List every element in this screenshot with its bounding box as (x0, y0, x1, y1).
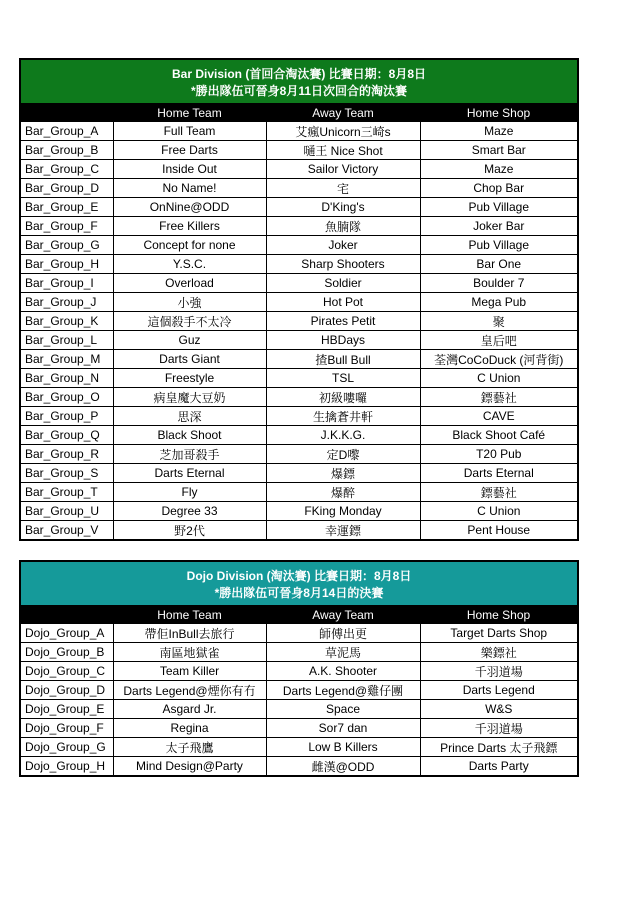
group-cell: Dojo_Group_A (21, 624, 113, 643)
away-team-cell: 雌漢@ODD (266, 757, 420, 776)
home-team-cell: Free Darts (113, 141, 266, 160)
table-row (21, 274, 577, 293)
table-row (21, 700, 577, 719)
home-team-cell: Inside Out (113, 160, 266, 179)
home-team-cell: Team Killer (113, 662, 266, 681)
group-cell: Bar_Group_G (21, 236, 113, 255)
away-team-cell: Hot Pot (266, 293, 420, 312)
away-team-cell: D'King's (266, 198, 420, 217)
bar-division-header (21, 60, 577, 104)
home-team-cell: Darts Legend@煙你有冇 (113, 681, 266, 700)
table-row (21, 681, 577, 700)
group-cell: Bar_Group_E (21, 198, 113, 217)
home-team-cell: 小強 (113, 293, 266, 312)
away-team-cell: J.K.K.G. (266, 426, 420, 445)
home-team-cell: Asgard Jr. (113, 700, 266, 719)
home-team-cell: Y.S.C. (113, 255, 266, 274)
home-shop-cell: 樂鏢社 (420, 643, 577, 662)
group-cell: Dojo_Group_D (21, 681, 113, 700)
group-cell: Bar_Group_D (21, 179, 113, 198)
table-row (21, 643, 577, 662)
away-team-cell: 生擒蒼井軒 (266, 407, 420, 426)
table-row (21, 738, 577, 757)
home-team-column-header: Home Team (113, 104, 266, 122)
home-shop-cell: Boulder 7 (420, 274, 577, 293)
home-team-cell: Overload (113, 274, 266, 293)
away-team-cell: 幸運鏢 (266, 521, 420, 540)
bar-division-title: Bar Division (首回合淘汰賽) 比賽日期：8月8日 (171, 67, 427, 81)
away-team-cell: 艾瘋Unicorn三崎s (266, 122, 420, 141)
home-team-cell: Degree 33 (113, 502, 266, 521)
home-shop-cell: Target Darts Shop (420, 624, 577, 643)
table-row (21, 217, 577, 236)
table-row (21, 757, 577, 776)
table-row (21, 122, 577, 141)
home-team-cell: 這個殺手不太冷 (113, 312, 266, 331)
home-shop-cell: Mega Pub (420, 293, 577, 312)
away-team-cell: Darts Legend@雞仔團 (266, 681, 420, 700)
away-team-cell: 揸Bull Bull (266, 350, 420, 369)
table-row (21, 407, 577, 426)
table-row (21, 662, 577, 681)
table-row (21, 255, 577, 274)
table-row (21, 445, 577, 464)
home-shop-cell: 千羽道場 (420, 719, 577, 738)
away-team-cell: Low B Killers (266, 738, 420, 757)
home-shop-cell: 鏢藝社 (420, 483, 577, 502)
away-team-cell: 初級嘍囉 (266, 388, 420, 407)
away-team-cell: TSL (266, 369, 420, 388)
home-shop-cell: Darts Legend (420, 681, 577, 700)
table-row (21, 483, 577, 502)
home-shop-cell: C Union (420, 369, 577, 388)
home-shop-cell: Pub Village (420, 198, 577, 217)
group-cell: Bar_Group_L (21, 331, 113, 350)
home-team-cell: 思深 (113, 407, 266, 426)
bar-division-block (19, 58, 579, 541)
home-team-column-header: Home Team (113, 606, 266, 624)
home-shop-cell: Black Shoot Café (420, 426, 577, 445)
table-row (21, 464, 577, 483)
group-cell: Bar_Group_N (21, 369, 113, 388)
group-cell: Dojo_Group_C (21, 662, 113, 681)
home-shop-cell: Maze (420, 160, 577, 179)
home-team-cell: Regina (113, 719, 266, 738)
home-team-cell: Guz (113, 331, 266, 350)
bar-division-table (21, 104, 577, 539)
home-shop-cell: Pent House (420, 521, 577, 540)
table-row (21, 426, 577, 445)
home-shop-cell: 聚 (420, 312, 577, 331)
dojo-division-table (21, 606, 577, 775)
group-cell: Dojo_Group_B (21, 643, 113, 662)
group-cell: Dojo_Group_F (21, 719, 113, 738)
home-shop-cell: C Union (420, 502, 577, 521)
group-cell: Bar_Group_B (21, 141, 113, 160)
table-row (21, 369, 577, 388)
table-row (21, 293, 577, 312)
away-team-cell: FKing Monday (266, 502, 420, 521)
group-cell: Bar_Group_M (21, 350, 113, 369)
away-team-cell: Soldier (266, 274, 420, 293)
bar-division-subtitle: *勝出隊伍可晉身8月11日次回合的淘汰賽 (190, 84, 408, 98)
home-team-cell: OnNine@ODD (113, 198, 266, 217)
home-shop-cell: 荃灣CoCoDuck (河背街) (420, 350, 577, 369)
table-row (21, 502, 577, 521)
away-team-cell: Sor7 dan (266, 719, 420, 738)
group-cell: Bar_Group_U (21, 502, 113, 521)
table-row (21, 179, 577, 198)
away-team-cell: 宅 (266, 179, 420, 198)
home-shop-cell: T20 Pub (420, 445, 577, 464)
home-shop-column-header: Home Shop (420, 104, 577, 122)
away-team-cell: Sailor Victory (266, 160, 420, 179)
home-team-cell: Darts Eternal (113, 464, 266, 483)
group-column-header (21, 606, 113, 624)
home-team-cell: Freestyle (113, 369, 266, 388)
table-row (21, 521, 577, 540)
home-shop-cell: Chop Bar (420, 179, 577, 198)
table-row (21, 350, 577, 369)
group-cell: Dojo_Group_H (21, 757, 113, 776)
home-team-cell: No Name! (113, 179, 266, 198)
home-shop-cell: Darts Party (420, 757, 577, 776)
home-team-cell: Fly (113, 483, 266, 502)
home-team-cell: Full Team (113, 122, 266, 141)
dojo-table-header-row (21, 606, 577, 624)
table-row (21, 331, 577, 350)
dojo-division-block (19, 560, 579, 777)
home-shop-cell: 皇后吧 (420, 331, 577, 350)
away-team-cell: 嗵王 Nice Shot (266, 141, 420, 160)
table-row (21, 236, 577, 255)
home-shop-cell: Prince Darts 太子飛鏢 (420, 738, 577, 757)
group-column-header (21, 104, 113, 122)
home-shop-cell: 鏢藝社 (420, 388, 577, 407)
away-team-cell: Space (266, 700, 420, 719)
away-team-column-header: Away Team (266, 104, 420, 122)
home-shop-cell: Darts Eternal (420, 464, 577, 483)
away-team-cell: 魚腩隊 (266, 217, 420, 236)
home-team-cell: Mind Design@Party (113, 757, 266, 776)
group-cell: Bar_Group_O (21, 388, 113, 407)
away-team-cell: 草泥馬 (266, 643, 420, 662)
home-team-cell: Darts Giant (113, 350, 266, 369)
away-team-cell: 爆醉 (266, 483, 420, 502)
home-team-cell: Free Killers (113, 217, 266, 236)
table-row (21, 719, 577, 738)
away-team-column-header: Away Team (266, 606, 420, 624)
home-shop-cell: Pub Village (420, 236, 577, 255)
home-team-cell: 病皇魔大豆奶 (113, 388, 266, 407)
table-row (21, 198, 577, 217)
group-cell: Bar_Group_T (21, 483, 113, 502)
home-shop-cell: Maze (420, 122, 577, 141)
table-row (21, 624, 577, 643)
bar-table-header-row (21, 104, 577, 122)
table-row (21, 312, 577, 331)
home-shop-cell: CAVE (420, 407, 577, 426)
home-team-cell: 芝加哥殺手 (113, 445, 266, 464)
home-shop-column-header: Home Shop (420, 606, 577, 624)
away-team-cell: Sharp Shooters (266, 255, 420, 274)
away-team-cell: 定D嚟 (266, 445, 420, 464)
group-cell: Dojo_Group_E (21, 700, 113, 719)
group-cell: Bar_Group_P (21, 407, 113, 426)
group-cell: Bar_Group_K (21, 312, 113, 331)
dojo-division-title: Dojo Division (淘汰賽) 比賽日期：8月8日 (186, 569, 412, 583)
home-team-cell: 野2代 (113, 521, 266, 540)
away-team-cell: A.K. Shooter (266, 662, 420, 681)
home-team-cell: Black Shoot (113, 426, 266, 445)
table-row (21, 388, 577, 407)
home-shop-cell: W&S (420, 700, 577, 719)
home-shop-cell: Smart Bar (420, 141, 577, 160)
away-team-cell: 師傅出更 (266, 624, 420, 643)
away-team-cell: Pirates Petit (266, 312, 420, 331)
home-team-cell: 太子飛鷹 (113, 738, 266, 757)
away-team-cell: Joker (266, 236, 420, 255)
away-team-cell: HBDays (266, 331, 420, 350)
home-shop-cell: Joker Bar (420, 217, 577, 236)
dojo-division-header (21, 562, 577, 606)
table-row (21, 141, 577, 160)
group-cell: Dojo_Group_G (21, 738, 113, 757)
dojo-division-subtitle: *勝出隊伍可晉身8月14日的決賽 (214, 586, 384, 600)
group-cell: Bar_Group_R (21, 445, 113, 464)
group-cell: Bar_Group_C (21, 160, 113, 179)
home-team-cell: 南區地獄雀 (113, 643, 266, 662)
away-team-cell: 爆鏢 (266, 464, 420, 483)
home-shop-cell: Bar One (420, 255, 577, 274)
group-cell: Bar_Group_F (21, 217, 113, 236)
home-team-cell: 帶佢InBull去旅行 (113, 624, 266, 643)
group-cell: Bar_Group_J (21, 293, 113, 312)
group-cell: Bar_Group_Q (21, 426, 113, 445)
group-cell: Bar_Group_A (21, 122, 113, 141)
home-shop-cell: 千羽道場 (420, 662, 577, 681)
table-row (21, 160, 577, 179)
group-cell: Bar_Group_I (21, 274, 113, 293)
group-cell: Bar_Group_V (21, 521, 113, 540)
group-cell: Bar_Group_S (21, 464, 113, 483)
home-team-cell: Concept for none (113, 236, 266, 255)
group-cell: Bar_Group_H (21, 255, 113, 274)
